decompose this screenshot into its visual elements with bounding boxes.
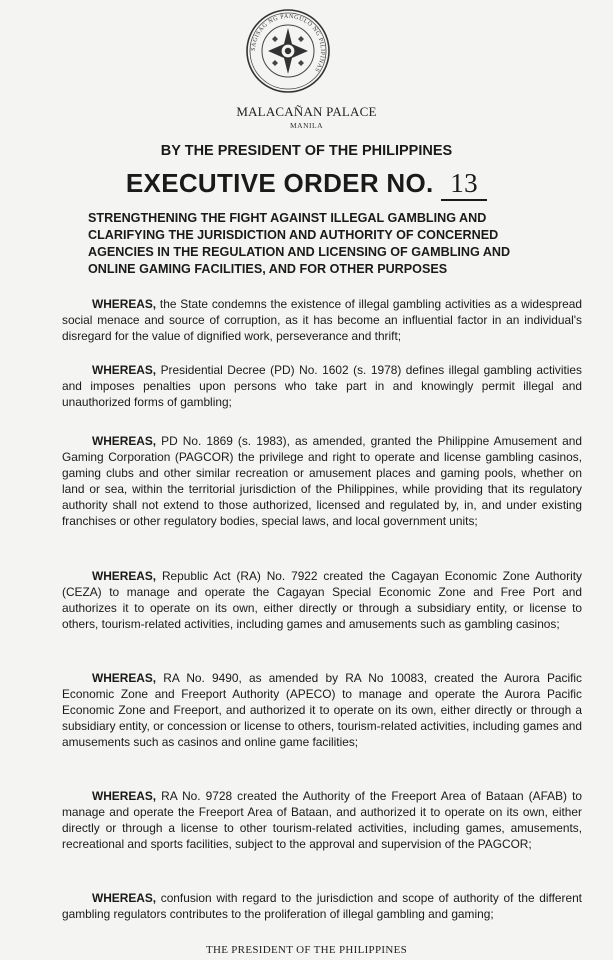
whereas-paragraph-6 — [62, 788, 582, 852]
whereas-lead: WHEREAS, — [92, 434, 157, 448]
whereas-paragraph-7 — [62, 890, 582, 922]
order-number: 13 — [441, 168, 487, 201]
whereas-text: RA No. 9490, as amended by RA No 10083, created the Aurora Pacific Economic Zone and Freeport Authority (APECO) to manage and operate the Aurora Pacific Economic Zone and Freeport, and authorized it to operate on its own, either directly or through a subsidiary entity, or concession or license to others, tourism-related activities, including games and amusements such as casinos and online game facilities; — [62, 671, 582, 749]
whereas-paragraph-1 — [62, 296, 582, 344]
whereas-lead: WHEREAS, — [92, 569, 157, 583]
whereas-paragraph-5 — [62, 670, 582, 750]
whereas-text: the State condemns the existence of illegal gambling activities as a widespread social menace and source of corruption, as it has become an influential factor in an individual's disregard for the value of dignified work, perseverance and thrift; — [62, 297, 582, 343]
whereas-text: PD No. 1869 (s. 1983), as amended, granted the Philippine Amusement and Gaming Corporation (PAGCOR) the privilege and right to operate and license gambling casinos, gaming clubs and other similar recreation or amusement places and gaming pools, whether on land or sea, within the territorial jurisdiction of the Philippines, while providing that its regulatory authority shall not extend to those authorized, licensed and regulated by, in, and under existing franchises or other regulatory bodies, special laws, and local government units; — [62, 434, 582, 528]
whereas-text: Presidential Decree (PD) No. 1602 (s. 1978) defines illegal gambling activities and imposes penalties upon persons who take part in and knowingly permit illegal and unauthorized forms of gambling; — [62, 363, 582, 409]
whereas-text: Republic Act (RA) No. 7922 created the Cagayan Economic Zone Authority (CEZA) to manage and operate the Cagayan Special Economic Zone and Free Port and authorizes it to operate on its own, either directly or through a subsidiary entity, or license to others, tourism-related activities, including games and amusements such as gambling casinos; — [62, 569, 582, 631]
city-heading: MANILA — [290, 121, 323, 130]
order-title — [0, 168, 613, 201]
whereas-lead: WHEREAS, — [92, 297, 157, 311]
order-title-text: EXECUTIVE ORDER NO. — [125, 168, 434, 198]
whereas-lead: WHEREAS, — [92, 671, 157, 685]
palace-heading: MALACAÑAN PALACE — [236, 104, 377, 119]
whereas-text: RA No. 9728 created the Authority of the Freeport Area of Bataan (AFAB) to manage and operate the Freeport Area of Bataan, and authorized it to operate on its own, either directly or through a license to other tourism-related activities, including games, amusements, recreational and sports facilities, subject to the approval and supervision of the PAGCOR; — [62, 789, 582, 851]
whereas-lead: WHEREAS, — [92, 789, 157, 803]
presidential-seal-icon — [245, 8, 331, 94]
svg-text:SAGISAG NG PANGULO NG PILIPINA: SAGISAG NG PANGULO NG PILIPINAS — [250, 13, 326, 73]
order-subject: STRENGTHENING THE FIGHT AGAINST ILLEGAL GAMBLING AND CLARIFYING THE JURISDICTION AND AUTHORITY OF CONCERNED AGENCIES IN THE REGULATION AND LICENSING OF GAMBLING AND ONLINE GAMING FACILITIES, AND FOR OTHER PURPOSES — [88, 211, 511, 276]
page-footer: THE PRESIDENT OF THE PHILIPPINES — [205, 944, 408, 956]
whereas-lead: WHEREAS, — [92, 891, 157, 905]
whereas-paragraph-3 — [62, 433, 582, 529]
whereas-text: confusion with regard to the jurisdiction and scope of authority of the different gambling regulators contributes to the proliferation of illegal gambling and gaming; — [62, 891, 582, 921]
by-president-heading: BY THE PRESIDENT OF THE PHILIPPINES — [160, 143, 453, 159]
whereas-paragraph-2 — [62, 362, 582, 410]
whereas-lead: WHEREAS, — [92, 363, 157, 377]
whereas-paragraph-4 — [62, 568, 582, 632]
